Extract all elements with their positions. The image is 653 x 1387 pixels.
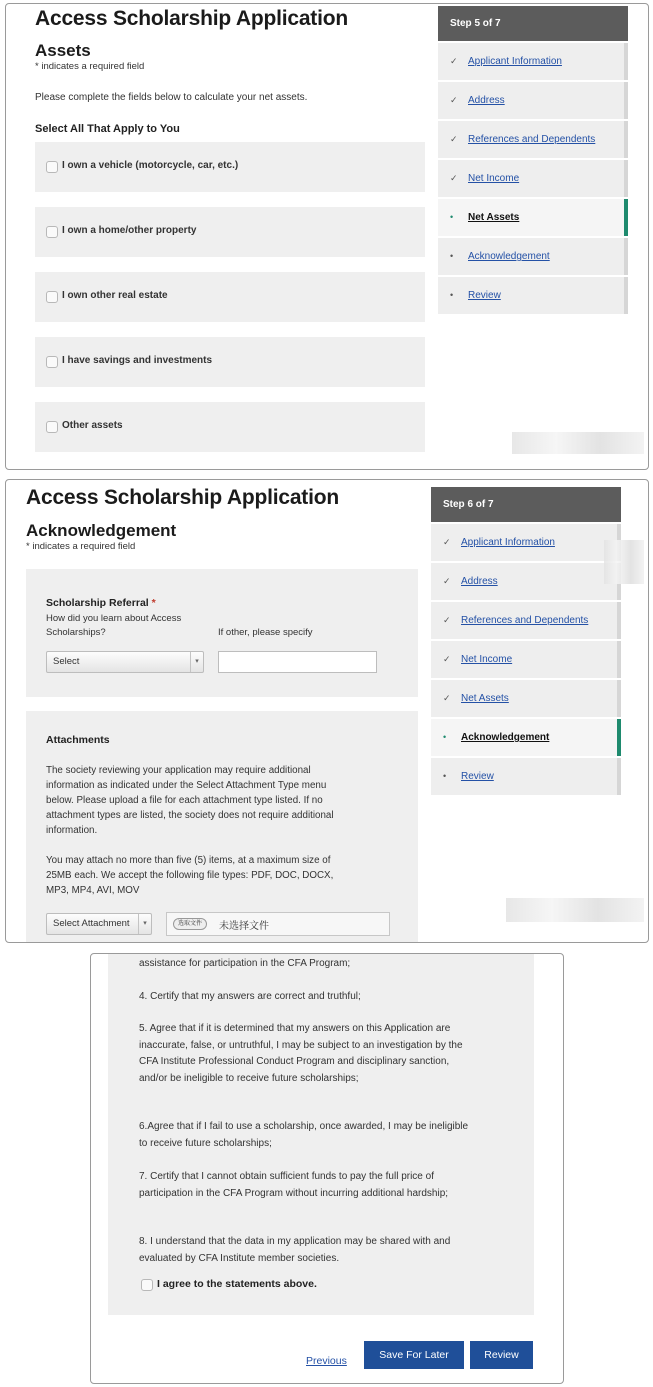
option-label: I own other real estate [62, 290, 168, 301]
check-icon: ✓ [443, 537, 451, 547]
step-net-assets[interactable] [431, 680, 621, 717]
referral-section [26, 569, 418, 697]
chevron-down-icon: ▾ [190, 652, 203, 672]
review-button[interactable]: Review [470, 1341, 533, 1369]
other-specify-input[interactable] [218, 651, 377, 673]
option-label: I have savings and investments [62, 355, 213, 366]
step-label[interactable]: Acknowledgement [468, 251, 550, 262]
vehicle-checkbox[interactable] [46, 161, 58, 173]
save-for-later-button[interactable]: Save For Later [364, 1341, 464, 1369]
step-review[interactable] [438, 277, 628, 314]
term-item: 6.Agree that if I fail to use a scholarship, once awarded, I may be ineligible to receive future scholarships; [139, 1121, 469, 1149]
app-title: Access Scholarship Application [26, 486, 339, 509]
check-icon: ✓ [443, 693, 451, 703]
file-upload[interactable] [166, 912, 390, 936]
dot-icon: • [450, 251, 454, 261]
option-vehicle[interactable] [35, 142, 425, 192]
attachments-title: Attachments [46, 734, 110, 746]
step-label[interactable]: Net Income [461, 654, 513, 665]
step-label[interactable]: Review [468, 290, 501, 301]
file-status: 未选择文件 [219, 921, 269, 932]
step-indicator: Step 5 of 7 [438, 6, 628, 41]
step-label[interactable]: Review [461, 771, 494, 782]
step-label[interactable]: Net Income [468, 173, 520, 184]
step-label[interactable]: Address [461, 576, 498, 587]
check-icon: ✓ [443, 654, 451, 664]
section-title: Assets [35, 41, 91, 60]
required-note: * indicates a required field [26, 541, 136, 552]
step-label[interactable]: Address [468, 95, 505, 106]
step-indicator: Step 6 of 7 [431, 487, 621, 522]
choose-file-button[interactable]: 选取文件 [173, 918, 207, 930]
step-net-income[interactable] [431, 641, 621, 678]
step-label[interactable]: Net Assets [461, 693, 509, 704]
section-title: Acknowledgement [26, 521, 177, 540]
dot-icon: • [450, 212, 454, 222]
option-label: I own a home/other property [62, 225, 197, 236]
step-review[interactable] [431, 758, 621, 795]
dot-icon: • [443, 771, 447, 781]
acknowledgement-screen [5, 479, 649, 943]
group-label: Select All That Apply to You [35, 123, 180, 135]
step-net-income[interactable] [438, 160, 628, 197]
term-item: 7. Certify that I cannot obtain sufficient funds to pay the full price of participation in the CFA Program without incurring additional hardship; [139, 1171, 449, 1199]
step-label: Acknowledgement [461, 732, 550, 743]
step-sidebar [438, 6, 628, 314]
select-value: Select Attachment [53, 918, 130, 929]
referral-label [46, 597, 156, 609]
attachments-limits: You may attach no more than five (5) items, at a maximum size of 25MB each. We accept the following file types: PDF, DOC, DOCX, MP3, MP4, AVI, MOV [46, 855, 334, 896]
check-icon: ✓ [450, 173, 458, 183]
dot-icon: • [450, 290, 454, 300]
savings-checkbox[interactable] [46, 356, 58, 368]
option-label: Other assets [62, 420, 123, 431]
option-label: I own a vehicle (motorcycle, car, etc.) [62, 160, 239, 171]
referral-help: How did you learn about Access Scholarships? [46, 613, 182, 638]
attachment-type-select[interactable] [46, 913, 152, 935]
check-icon: ✓ [450, 95, 458, 105]
blurred-watermark [506, 898, 644, 922]
assets-screen [5, 3, 649, 470]
required-note: * indicates a required field [35, 61, 145, 72]
step-label[interactable]: References and Dependents [461, 615, 589, 626]
select-value: Select [53, 656, 80, 667]
step-sidebar [431, 487, 621, 795]
step-label: Net Assets [468, 212, 520, 223]
referral-label-text: Scholarship Referral [46, 597, 149, 609]
step-acknowledgement[interactable] [438, 238, 628, 275]
chevron-down-icon: ▾ [138, 914, 151, 934]
other-assets-checkbox[interactable] [46, 421, 58, 433]
step-address[interactable] [438, 82, 628, 119]
step-applicant-information[interactable] [438, 43, 628, 80]
app-title: Access Scholarship Application [35, 7, 348, 30]
check-icon: ✓ [450, 56, 458, 66]
option-home[interactable] [35, 207, 425, 257]
required-asterisk: * [151, 597, 156, 609]
term-item: 5. Agree that if it is determined that my answers on this Application are inaccurate, false, or untruthful, I may be subject to an investigation by the CFA Institute Professional Conduct Program and disciplinary sanction, and/or be ineligible to receive future scholarships; [139, 1023, 463, 1084]
option-savings[interactable] [35, 337, 425, 387]
attachments-info: The society reviewing your application may require additional information as indicated under the Select Attachment Type menu below. Please upload a file for each attachment type listed. If no attachment types are listed, the society does not require additional information. [46, 765, 334, 836]
step-references-and-dependents[interactable] [438, 121, 628, 158]
check-icon: ✓ [450, 134, 458, 144]
term-item: assistance for participation in the CFA Program; [139, 958, 351, 969]
previous-link[interactable]: Previous [306, 1355, 347, 1367]
agree-checkbox[interactable] [141, 1279, 153, 1291]
blurred-watermark [604, 540, 644, 584]
step-acknowledgement [431, 719, 621, 756]
option-real-estate[interactable] [35, 272, 425, 322]
option-other-assets[interactable] [35, 402, 425, 452]
terms-screen [90, 953, 564, 1384]
step-address[interactable] [431, 563, 621, 600]
real-estate-checkbox[interactable] [46, 291, 58, 303]
step-references-and-dependents[interactable] [431, 602, 621, 639]
referral-select[interactable] [46, 651, 204, 673]
step-label[interactable]: References and Dependents [468, 134, 596, 145]
step-label[interactable]: Applicant Information [461, 537, 555, 548]
term-item: 8. I understand that the data in my application may be shared with and evaluated by CFA Institute member societies. [139, 1236, 451, 1264]
attachments-section [26, 711, 418, 943]
check-icon: ✓ [443, 576, 451, 586]
blurred-watermark [512, 432, 644, 454]
dot-icon: • [443, 732, 447, 742]
check-icon: ✓ [443, 615, 451, 625]
step-net-assets [438, 199, 628, 236]
instructions: Please complete the fields below to calculate your net assets. [35, 92, 308, 103]
step-label[interactable]: Applicant Information [468, 56, 562, 67]
term-item: 4. Certify that my answers are correct and truthful; [139, 991, 361, 1002]
other-label: If other, please specify [218, 627, 313, 638]
step-applicant-information[interactable] [431, 524, 621, 561]
agree-label: I agree to the statements above. [157, 1278, 317, 1290]
home-checkbox[interactable] [46, 226, 58, 238]
